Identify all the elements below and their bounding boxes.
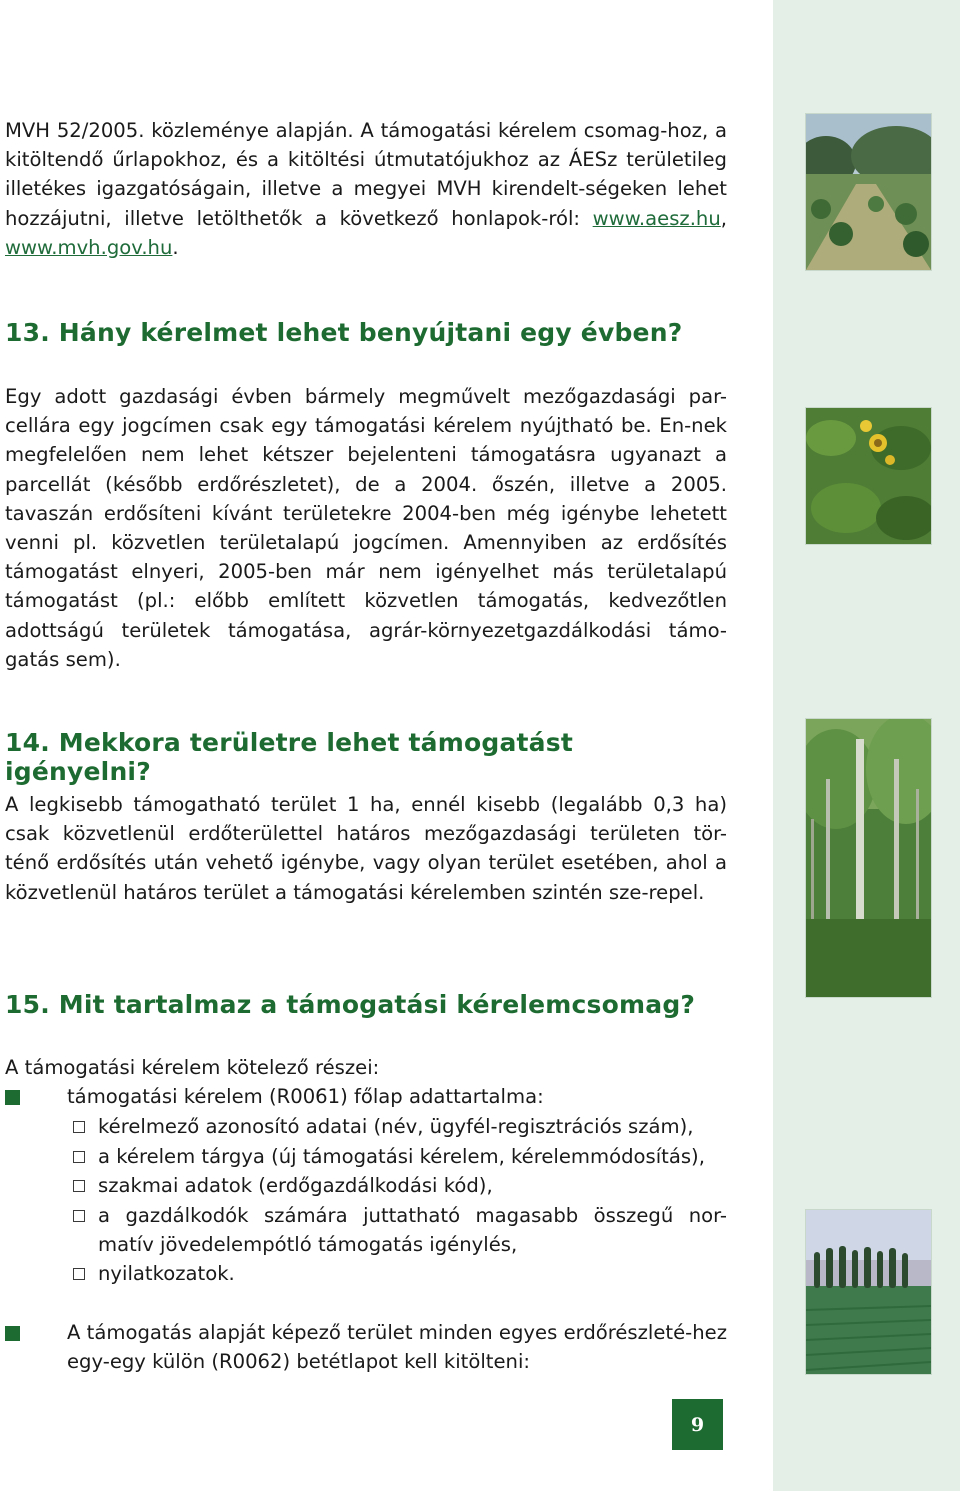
intro-paragraph: MVH 52/2005. közleménye alapján. A támogatási kérelem csomag-hoz, a kitöltendő űrlapokhoz, és a kitöltési útmutatójukhoz az ÁESz területileg illetékes igazgatóságain, illetve a megyei MVH kirendelt-ségeken lehet hozzájutni, illetve letölthetők a következő honlapok-ról: www.aesz.hu, www.mvh.gov.hu. (5, 119, 727, 259)
section-15-lead: A támogatási kérelem kötelező részei: (5, 1056, 380, 1079)
section-14-heading: 14. Mekkora területre lehet támogatást igényelni? (5, 728, 573, 786)
plantation-photo (805, 113, 932, 271)
mvh-link[interactable]: www.mvh.gov.hu (5, 235, 173, 259)
hollow-square-bullet-icon (73, 1268, 85, 1280)
section-15-heading: 15. Mit tartalmaz a támogatási kérelemcsomag? (5, 990, 696, 1019)
hollow-square-bullet-icon (73, 1121, 85, 1133)
section-13-heading: 13. Hány kérelmet lehet benyújtani egy évben? (5, 318, 683, 347)
section-14-body: A legkisebb támogatható terület 1 ha, ennél kisebb (legalább 0,3 ha) csak közvetlenül erdőterülettel határos mezőgazdasági területen tör-ténő erdősítés után vehető igénybe, vagy olyan terület esetében, ahol a közvetlenül határos terület a támogatási kérelemben szintén sze-repel. (5, 793, 727, 904)
page-number: 9 (672, 1399, 723, 1450)
landscape-photo (805, 1209, 932, 1375)
aesz-link[interactable]: www.aesz.hu (592, 206, 721, 230)
forest-photo (805, 718, 932, 998)
hollow-square-bullet-icon (73, 1180, 85, 1192)
sunflower-photo (805, 407, 932, 545)
hollow-square-bullet-icon (73, 1210, 85, 1222)
square-bullet-icon (5, 1090, 20, 1105)
square-bullet-icon (5, 1326, 20, 1341)
hollow-square-bullet-icon (73, 1151, 85, 1163)
section-13-body: Egy adott gazdasági évben bármely megművelt mezőgazdasági par-cellára egy jogcímen csak egy támogatási kérelem nyújtható be. En-nek megfelelően nem lehet kétszer bejelenteni támogatásra ugyanazt a parcellát (később erdőrészletet), de a 2004. őszén, illetve a 2005. tavaszán erdősíteni kívánt területekre 2004-ben még igénybe lehetett venni pl. közvetlen területalapú jogcímen. Amennyiben az erdősítés támogatást elnyeri, 2005-ben már nem igényelhet más területalapú támogatást (pl.: előbb említett közvetlen támogatás, kedvezőtlen adottságú területek támogatása, agrár-környezetgazdálkodási támo-gatás sem). (5, 385, 727, 671)
